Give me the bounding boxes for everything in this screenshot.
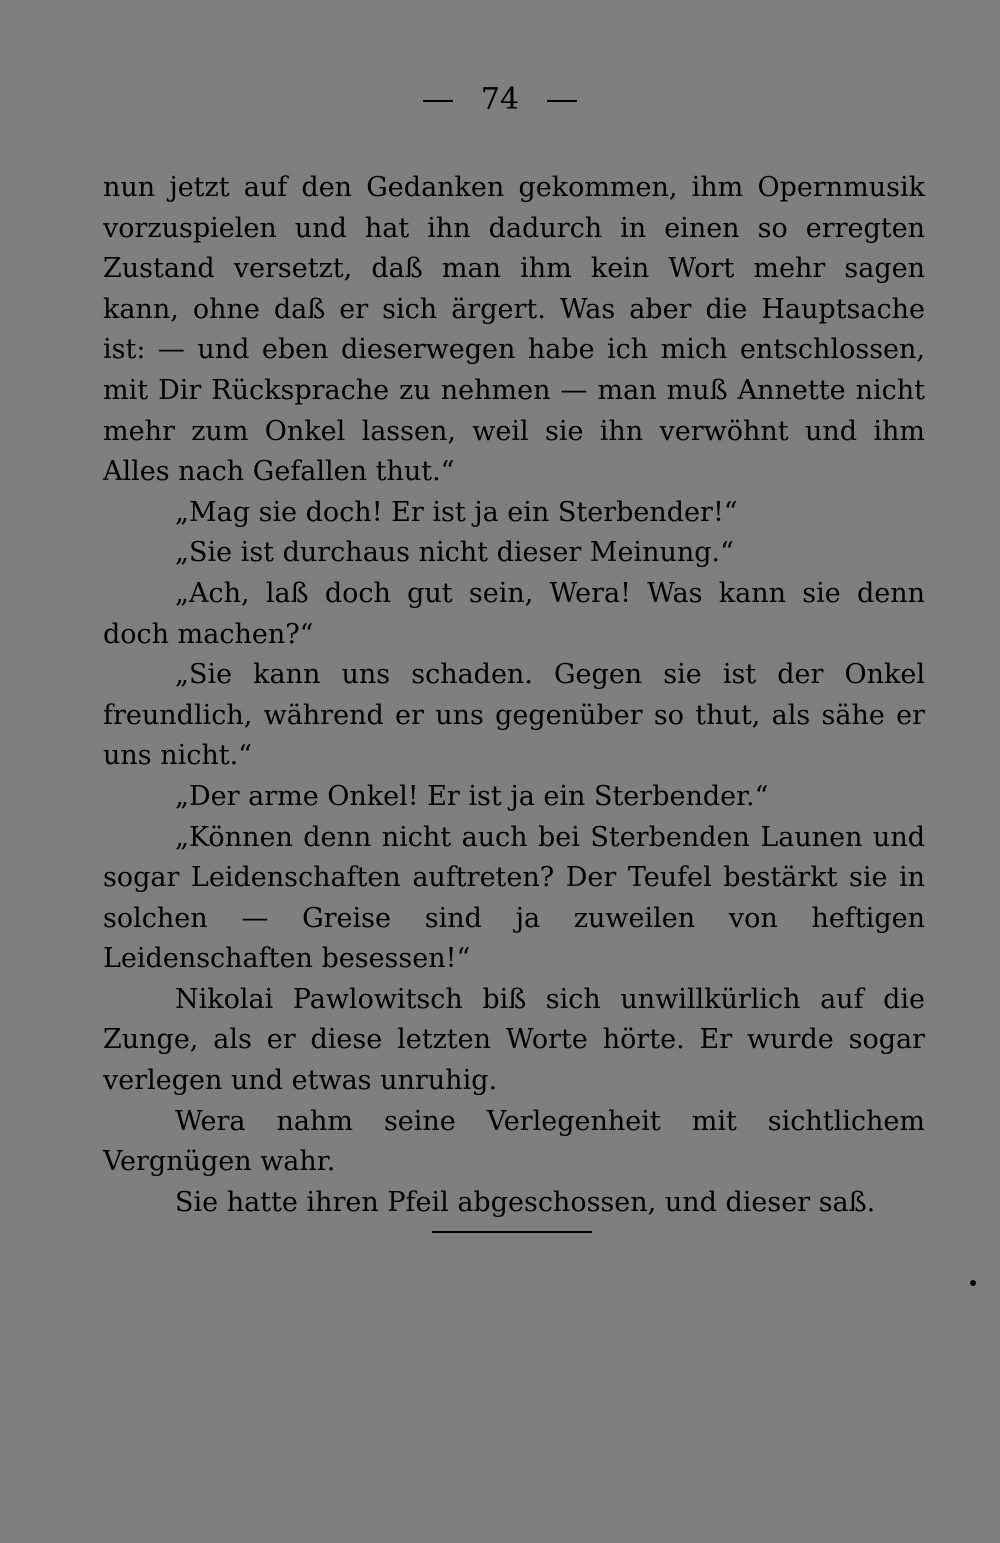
body-text (103, 168, 925, 1223)
header-dash-left (423, 100, 453, 102)
paragraph: „Sie ist durchaus nicht dieser Meinung.“ (175, 537, 734, 569)
paragraph: „Können denn nicht auch bei Sterbenden Launen und sogar Leidenschaften auftreten? Der Teufel bestärkt sie in solchen — Greise sind ja zuweilen von heftigen Leidenschaften besessen!“ (103, 821, 925, 975)
paragraph-continuation: nun jetzt auf den Gedanken gekommen, ihm Opernmusik vorzuspielen und hat ihn dadurch in einen so erregten Zustand versetzt, daß man ihm kein Wort mehr sagen kann, ohne daß er sich ärgert. Was aber die Hauptsache ist: — und eben dieserwegen habe ich mich entschlossen, mit Dir Rücksprache zu nehmen — man muß Annette nicht mehr zum Onkel lassen, weil sie ihn verwöhnt und ihm Alles nach Gefallen thut.“ (103, 172, 925, 488)
paragraph: „Sie kann uns schaden. Gegen sie ist der Onkel freundlich, während er uns gegenüber so thut, als sähe er uns nicht.“ (103, 659, 925, 772)
end-rule (432, 1231, 592, 1233)
paragraph: „Ach, laß doch gut sein, Wera! Was kann sie denn doch machen?“ (103, 577, 925, 650)
paragraph: Wera nahm seine Verlegenheit mit sichtlichem Vergnügen wahr. (103, 1105, 925, 1178)
paragraph: Sie hatte ihren Pfeil abgeschossen, und dieser saß. (175, 1186, 876, 1218)
scan-speck (970, 1280, 976, 1286)
paragraph: Nikolai Pawlowitsch biß sich unwillkürlich auf die Zunge, als er diese letzten Worte hörte. Er wurde sogar verlegen und etwas unruhig. (103, 983, 925, 1097)
page-number: 74 (480, 82, 520, 117)
paragraph: „Mag sie doch! Er ist ja ein Sterbender!“ (175, 496, 738, 528)
header-dash-right (547, 100, 577, 102)
paragraph: „Der arme Onkel! Er ist ja ein Sterbender.“ (175, 780, 769, 812)
page-header (0, 82, 1000, 117)
